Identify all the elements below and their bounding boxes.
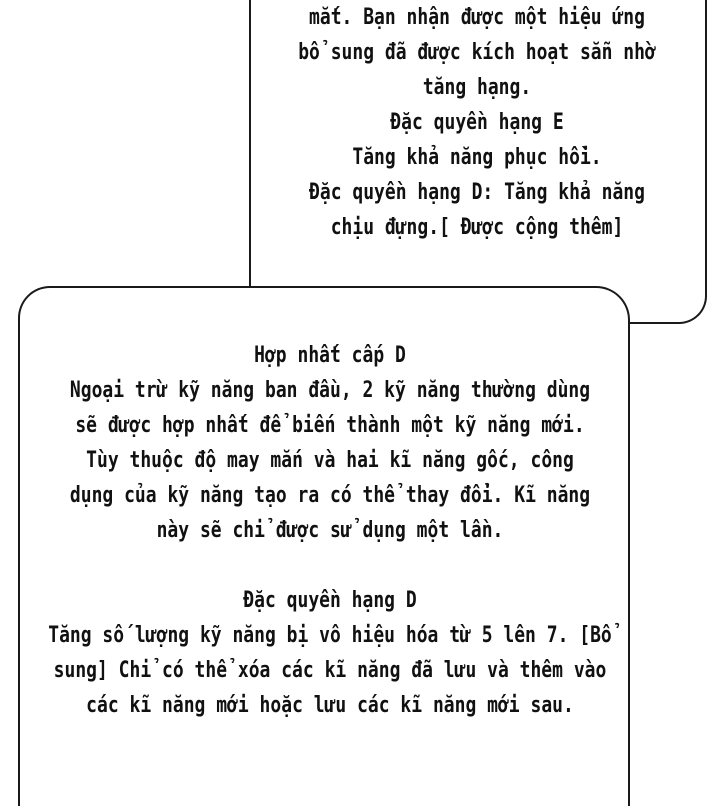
- message-line: sung] Chỉ có thể xóa các kĩ năng đã lưu và thêm vào: [53, 657, 607, 683]
- merge-heading: Hợp nhất cấp D: [254, 342, 406, 368]
- perk-rank-d-line: Đặc quyền hạng D: Tăng khả năng: [309, 179, 645, 205]
- message-line: sẽ được hợp nhất để biến thành một kỹ năng mới.: [75, 412, 585, 438]
- perk-rank-d-heading: Đặc quyền hạng D: [243, 587, 417, 613]
- message-line: Tăng khả năng phục hồi.: [352, 144, 602, 170]
- message-line: Ngoại trừ kỹ năng ban đầu, 2 kỹ năng thường dùng: [69, 377, 591, 403]
- message-line: này sẽ chỉ được sử dụng một lần.: [156, 517, 504, 543]
- message-line: Tăng số lượng kỹ năng bị vô hiệu hóa từ 5 lên 7. [Bổ: [48, 622, 612, 648]
- message-line: Tùy thuộc độ may mắn và hai kĩ năng gốc, công: [86, 447, 574, 473]
- message-line: dụng của kỹ năng tạo ra có thể thay đổi. Kĩ năng: [69, 482, 591, 508]
- message-line: chịu đựng.[ Được cộng thêm]: [330, 214, 624, 240]
- message-line: mắt. Bạn nhận được một hiệu ứng: [309, 4, 645, 30]
- message-line: tăng hạng.: [422, 74, 532, 100]
- system-message-text-bottom: [34, 338, 626, 723]
- system-message-text-top: [281, 0, 673, 245]
- message-line: bổ sung đã được kích hoạt sẵn nhờ: [298, 39, 656, 65]
- paragraph-spacer: [34, 548, 626, 583]
- perk-rank-e-heading: Đặc quyền hạng E: [390, 109, 564, 135]
- message-line: các kĩ năng mới hoặc lưu các kĩ năng mới sau.: [86, 692, 574, 718]
